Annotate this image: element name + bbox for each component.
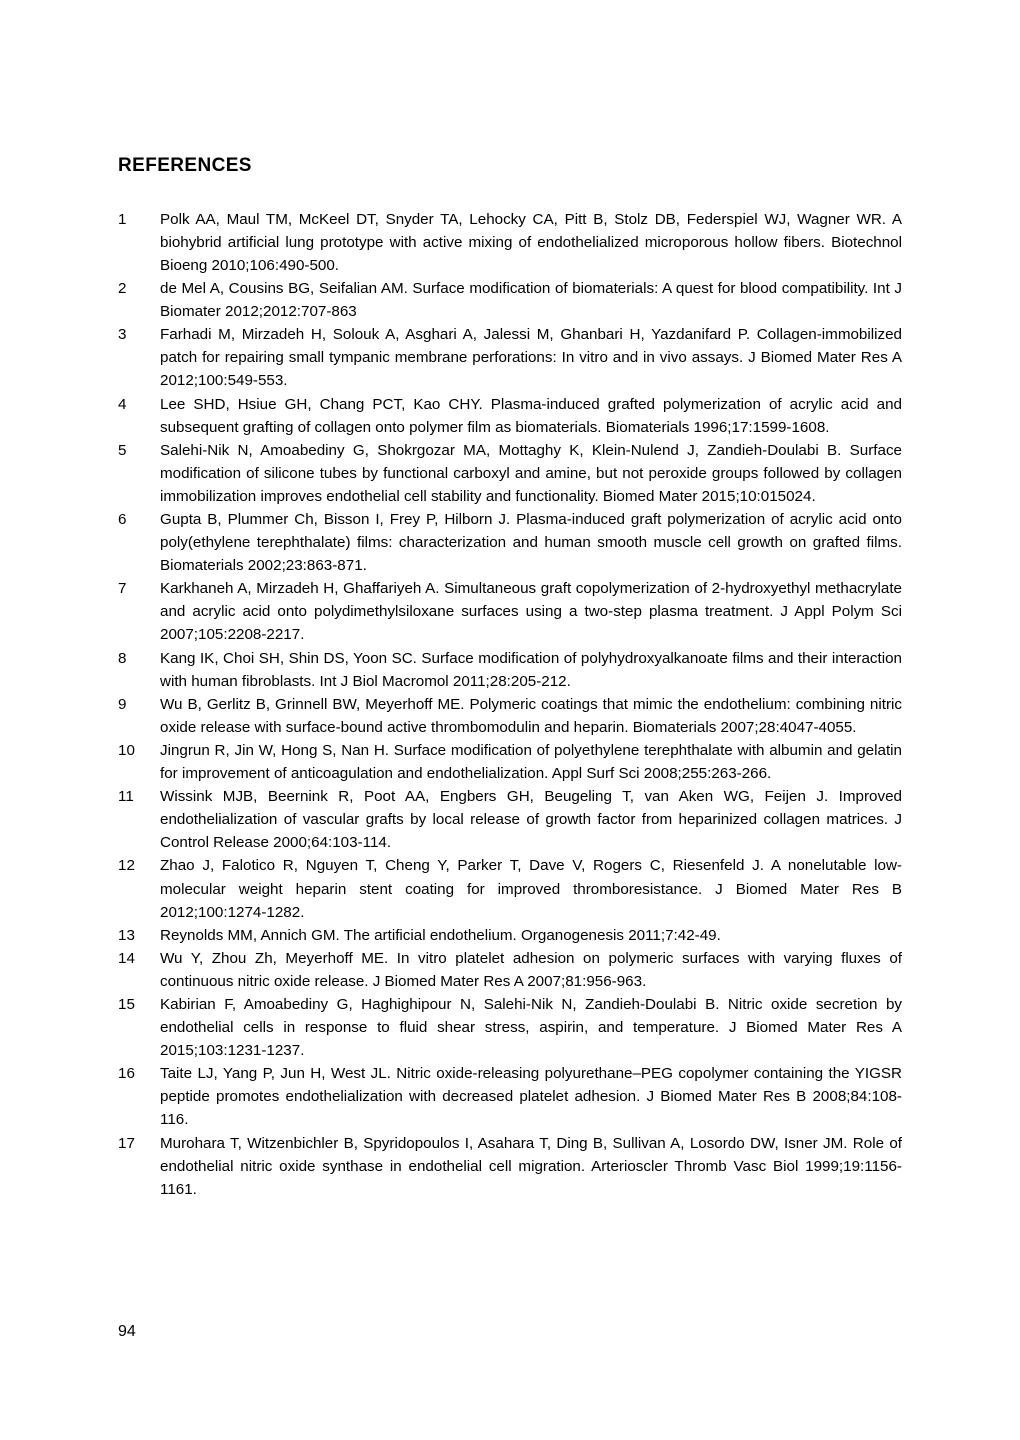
reference-number: 4: [118, 395, 127, 413]
reference-text: Karkhaneh A, Mirzadeh H, Ghaffariyeh A. Simultaneous graft copolymerization of 2-hydroxyethyl methacrylate and acrylic acid onto polydimethylsiloxane surfaces using a two-step plasma treatment. J Appl Polym Sci 2007;105:2208-2217.: [160, 580, 902, 644]
reference-number: 1: [118, 210, 127, 228]
list-item: [118, 508, 902, 577]
references-list: [118, 208, 902, 1201]
list-item: [118, 1062, 902, 1131]
reference-number: 8: [118, 649, 127, 667]
reference-number: 12: [118, 857, 135, 875]
reference-text: Salehi-Nik N, Amoabediny G, Shokrgozar MA, Mottaghy K, Klein-Nulend J, Zandieh-Doulabi B. Surface modification of silicone tubes by functional carboxyl and amine, but not peroxide groups followed by collagen immobilization improves endothelial cell stability and functionality. Biomed Mater 2015;10:015024.: [160, 441, 902, 505]
list-item: [118, 323, 902, 392]
page-content: [118, 155, 902, 1201]
reference-text: Wissink MJB, Beernink R, Poot AA, Engbers GH, Beugeling T, van Aken WG, Feijen J. Improved endothelialization of vascular grafts by local release of growth factor from heparinized collagen matrices. J Control Release 2000;64:103-114.: [160, 788, 902, 852]
list-item: [118, 208, 902, 277]
reference-text: de Mel A, Cousins BG, Seifalian AM. Surface modification of biomaterials: A quest for blood compatibility. Int J Biomater 2012;2012:707-863: [160, 280, 902, 321]
reference-text: Reynolds MM, Annich GM. The artificial endothelium. Organogenesis 2011;7:42-49.: [160, 926, 721, 944]
page-title: REFERENCES: [118, 155, 252, 176]
reference-text: Zhao J, Falotico R, Nguyen T, Cheng Y, Parker T, Dave V, Rogers C, Riesenfeld J. A nonelutable low-molecular weight heparin stent coating for improved thromboresistance. J Biomed Mater Res B 2012;100:1274-1282.: [160, 857, 902, 921]
list-item: [118, 854, 902, 923]
reference-text: Polk AA, Maul TM, McKeel DT, Snyder TA, Lehocky CA, Pitt B, Stolz DB, Federspiel WJ, Wagner WR. A biohybrid artificial lung prototype with active mixing of endothelialized microporous hollow fibers. Biotechnol Bioeng 2010;106:490-500.: [160, 210, 902, 274]
reference-number: 15: [118, 995, 135, 1013]
page-number: 94: [118, 1323, 136, 1340]
list-item: [118, 693, 902, 739]
list-item: [118, 993, 902, 1062]
reference-number: 6: [118, 511, 127, 529]
list-item: [118, 393, 902, 439]
reference-text: Taite LJ, Yang P, Jun H, West JL. Nitric oxide-releasing polyurethane–PEG copolymer containing the YIGSR peptide promotes endothelialization with decreased platelet adhesion. J Biomed Mater Res B 2008;84:108-116.: [160, 1065, 902, 1129]
reference-number: 17: [118, 1134, 135, 1152]
reference-number: 2: [118, 280, 127, 298]
reference-number: 3: [118, 326, 127, 344]
reference-number: 16: [118, 1065, 135, 1083]
list-item: [118, 785, 902, 854]
list-item: [118, 439, 902, 508]
reference-text: Kabirian F, Amoabediny G, Haghighipour N, Salehi-Nik N, Zandieh-Doulabi B. Nitric oxide secretion by endothelial cells in response to fluid shear stress, aspirin, and temperature. J Biomed Mater Res A 2015;103:1231-1237.: [160, 995, 902, 1060]
reference-number: 13: [118, 926, 135, 944]
list-item: [118, 947, 902, 993]
reference-number: 5: [118, 441, 127, 459]
reference-text: Wu B, Gerlitz B, Grinnell BW, Meyerhoff ME. Polymeric coatings that mimic the endothelium: combining nitric oxide release with surface-bound active thrombomodulin and heparin. Biomaterials 2007;28:4047-4055.: [160, 695, 902, 736]
reference-number: 14: [118, 949, 135, 967]
reference-text: Wu Y, Zhou Zh, Meyerhoff ME. In vitro platelet adhesion on polymeric surfaces with varying fluxes of continuous nitric oxide release. J Biomed Mater Res A 2007;81:956-963.: [160, 949, 902, 990]
list-item: [118, 577, 902, 646]
reference-number: 7: [118, 580, 127, 598]
reference-text: Lee SHD, Hsiue GH, Chang PCT, Kao CHY. Plasma-induced grafted polymerization of acrylic acid and subsequent grafting of collagen onto polymer film as biomaterials. Biomaterials 1996;17:1599-1608.: [160, 395, 902, 436]
reference-number: 9: [118, 695, 127, 713]
reference-number: 11: [118, 788, 134, 806]
list-item: [118, 924, 902, 947]
reference-text: Farhadi M, Mirzadeh H, Solouk A, Asghari A, Jalessi M, Ghanbari H, Yazdanifard P. Collagen-immobilized patch for repairing small tympanic membrane perforations: In vitro and in vivo assays. J Biomed Mater Res A 2012;100:549-553.: [160, 326, 902, 390]
list-item: [118, 277, 902, 323]
list-item: [118, 647, 902, 693]
reference-number: 10: [118, 741, 135, 759]
reference-text: Jingrun R, Jin W, Hong S, Nan H. Surface modification of polyethylene terephthalate with albumin and gelatin for improvement of anticoagulation and endothelialization. Appl Surf Sci 2008;255:263-266.: [160, 741, 902, 783]
list-item: [118, 1132, 902, 1201]
reference-text: Kang IK, Choi SH, Shin DS, Yoon SC. Surface modification of polyhydroxyalkanoate films and their interaction with human fibroblasts. Int J Biol Macromol 2011;28:205-212.: [160, 649, 902, 690]
list-item: [118, 739, 902, 785]
reference-text: Murohara T, Witzenbichler B, Spyridopoulos I, Asahara T, Ding B, Sullivan A, Losordo DW, Isner JM. Role of endothelial nitric oxide synthase in endothelial cell migration. Arterioscler Thromb Vasc Biol 1999;19:1156-1161.: [160, 1134, 902, 1198]
reference-text: Gupta B, Plummer Ch, Bisson I, Frey P, Hilborn J. Plasma-induced graft polymerization of acrylic acid onto poly(ethylene terephthalate) films: characterization and human smooth muscle cell growth on grafted films. Biomaterials 2002;23:863-871.: [160, 511, 902, 575]
